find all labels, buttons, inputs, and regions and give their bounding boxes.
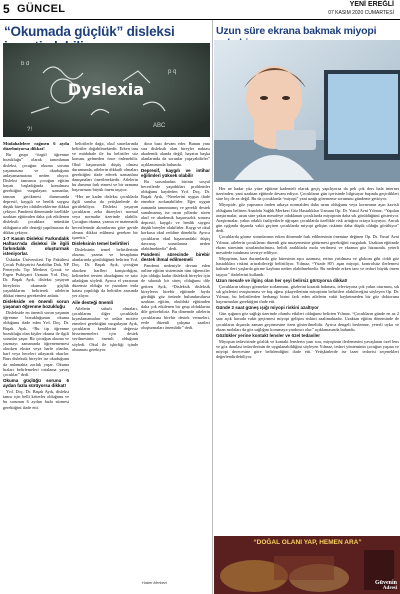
paragraph: Her ne kadar yüz yüze eğitime kademeli olarak geçiş yapılıyorsa da pek çok ders hala internet üzerinden, yani uzaktan eğitimle devam ediyor. Çocukların gün içerisinde bilgisayar başında geçirdikleri süre hiç de az değil. Bu da çocuklarda “miyopi” yani uzağı görememe sorununu gündeme getiriyor. xyxy=(216,186,399,202)
subheading: Uzun mesafe ve ilginç olan her şeyi belirsiz görüyorsa dikkat! xyxy=(216,277,348,283)
chalkboard-illustration xyxy=(3,43,210,137)
ad-brand-line1: Güvenin xyxy=(374,580,397,586)
lead-paragraph: Müdahalelere rağmen 6 ayda düzelmiyorsa dikkat! xyxy=(3,141,69,152)
article-column-3 xyxy=(141,141,210,581)
subheading: 1-7 Kasım Disleksi Farkındalık Haftası’nda disleksi ile ilgili farkındalık oluşturmak isteniyorlar. xyxy=(3,235,69,256)
advertisement xyxy=(214,536,400,594)
paragraph: Miyopun tedavisinde gözlük ve kontakt lenslerin yanı sıra, miyopinin ilerlemesini yavaşlatan özel lens ve göz damlası tedavilerinin de uygulanabildiğini söyleyen Yılmaz, tedavi yönteminin çocuğun yaşına ve miyopi derecesine göre belirlendiğini ifade etti. Yetişkinlerde ise lazer tedavisi seçenekleri değerlendirilebiliyor. xyxy=(216,338,399,360)
subheading: Aile desteği önemli xyxy=(72,299,114,305)
paragraph: Dislekside en önemli sorun yaşanan öğrenme bozukluğunun okuma olduğunu ifade eden Yrd. Doç. Dr. Başak Ayık, “Bu tip öğrenme bozukluğu olan kişiler okuma ile ilgili sorunlar yaşar. Bir çocuğun okuma ve yazmayı zamanında öğrenememesi okurken ekstra veya harfe olanlar, harf veya heceleri atlayarak okurlar. Bazı disleksik bireyler ise okuduğunu da anlamakta zorluk yaşar. Okuma hızları belirlemeleri ortalama yavaş çocuklar” dedi. xyxy=(3,310,69,377)
paragraph: Miyopide, göz yapısının önden arkaya normalden daha uzun olduğunu veya korneanın aşırı kavisli olduğunu belirten Anadolu Sağlık Merkezi Göz Hastalıkları Uzmanı Op. Dr. Yusuf Avni Yılmaz, “Yapılan araştırmalar, uzun süre yakın mesafeye odaklanan çocuklarda miyopinin daha sık görüldüğünü gösteriyor. Araştırmalar, yakın odaklı faaliyetlerle uğraşan çocuklarda özellikle risk arttığını ortaya koyuyor. Ancak gün ışığında dışarıda vakit geçiren çocuklarda miyopi gelişim riskinin daha düşük olduğu görülüyor” dedi. xyxy=(216,202,399,234)
ad-slogan: “DOĞAL OLANI YAP, HEMEN ARA” xyxy=(253,539,362,546)
dyslexia-body xyxy=(3,141,211,581)
paragraph: Gün ışığının göz sağlığı üzerinde olumlu etkileri olduğunu belirten Yılmaz, “Çocukların günde en az 2 saat açık havada vakit geçirmesi miyopi gelişim riskini azaltmaktadır. Uzaktan eğitim döneminde de çocukların dışarıda zaman geçirmesine özen gösterilmelidir. Ayrıca dengeli beslenme, yeterli uyku ve ekran molaları da göz sağlığını korumaya yardımcı olur” açıklamasında bulundu. xyxy=(216,311,399,332)
myopia-body xyxy=(216,186,399,534)
myopia-headline: Uzun süre ekrana bakmak miyopi xyxy=(216,25,377,37)
subheading: Dislekside en önemli sorun yaşanan öğrenme bozukluğu xyxy=(3,299,69,310)
subheading: Okuma güçlüğü sorunu 6 aydan fazla sürüyorsa dikkat! xyxy=(3,378,69,389)
newspaper-name: YENİ EREĞLİ xyxy=(349,1,394,8)
svg-text:?!: ?! xyxy=(27,127,33,133)
paragraph: Ailelerin sabırlı olmaları, çocuklarını diğer çocuklarla kıyaslamamaları ve onları motive etmeleri gerektiğini vurgulayan Ayık, çocukların kendilerini değersiz hissetmemeleri için destek verilmesinin önemli olduğunu söyledi. Okul ile işbirliği içinde olunması gerekiyor. xyxy=(72,305,138,352)
svg-text:b d: b d xyxy=(21,61,30,67)
myopia-photo xyxy=(214,40,400,182)
paragraph: Üsküdar Üniversitesi Tip Fakültesi Çocuk Psikiyatrisi Anabilim Dalı, NP Feneryolu Tıp Merkezi Çocuk ve Ergen Psikiyatri Uzmanı Yrd. Doç. Dr. Başak Ayık, disleksi yaşayan bireylerin okumada güçlük yaşadıklarını belirterek ailelerin dikkat etmesi gerekenleri anlattı. xyxy=(3,256,69,298)
paragraph: Bu sorunlardan birinin sosyal becerilerde yaşadıkları problemler olduğunu kaydeden Yrd. Doç. Dr. Başak Ayık, “Nerelerini uygun ifade etmekte zorlanabilirler. Eğer uygun zamanda tanınmamış ve gerekli destek sunulmamış ise uzun yıllardır süren okul ve akademik başarısızlık sonrası depresif, kaygılı ve benlik saygısı düşük bireyler olabilirler. Kaygı ve okul korkusu okul reddine dönebilir. Ayrıca çocukların okul başarısındaki düşüş davranış sorunlarına neden olabilmektedir” dedi. xyxy=(141,178,210,251)
ad-brand-line2: Adresi xyxy=(382,586,397,591)
paragraph: Disleksinin temel belirtilerinin okuma, yazma ve hesaplama alanlarında görüldüğünü belirten Yrd. Doç. Dr. Başak Ayık, çocuğun okurken harfleri karıştırdığını, kelimeleri tersten okuduğunu ve satır atladığını söyledi. Ayrıca el yazısının düzensiz olduğu ve yazarken imla hatası yapıldığı da belirtiler arasında yer alıyor. xyxy=(72,246,138,299)
dyslexia-photo xyxy=(3,43,210,137)
subheading: Gözlükler yerine kontakt lensler ve özel tedaviler xyxy=(216,332,321,338)
paragraph: Bir grupt “özgül öğrenme bozukluğu” olarak tanımlanan disleksi, çocuğun okuma sorunu yaşamasına ve okuduğunu anlayamamasına neden oluyor. Disleksi tanısının çocuğun eğitim hayatı başladığında konulması gerektiğini vurgulayan uzmanlar, tanının gecikmesi durumunda depresif, kaygılı ve benlik saygısı düşük bireyler olabileceklerine dikkat çekiyor. Pandemi döneminde özellikle uzaktan eğitimden daha çok etkilenen disleksili çocuklara mümkün olduğunca aile desteği yapılmasına da dikkat çekiyor. xyxy=(3,152,69,235)
subheading: Pandemi sürecinde birebir destek ihmal edilmemeli xyxy=(141,251,210,262)
paragraph: Çocukların tahtayı görmekte zorlanması, gözlerini kısarak bakması, televizyona çok yakın oturması, sık sık gözlerini ovuşturması ve baş ağrısı şikayetlerinin miyopinin belirtileri olabileceğini söyleyen Op. Dr. Yılmaz, bu belirtilerden herhangi birini fark eden ailelerin vakit kaybetmeden bir göz doktoruna başvurmaları gerektiğini ifade etti. xyxy=(216,283,399,305)
dyslexia-headline: “Okumada güçlük” disleksi xyxy=(4,24,175,39)
issue-date: 07 KASIM 2020 CUMARTESİ xyxy=(328,10,394,16)
column-divider xyxy=(212,20,213,594)
photo-word: Dyslexia xyxy=(67,80,145,99)
paragraph: Miyopinin, bazı durumlarda göz küresinin aşırı uzaması, retina yırtılması ve glokom gibi ciddi göz hastalıkları riskini artırabileceği belirtiliyor. Yılmaz, “Yüzde 80’i aşan miyopi, kontrolsüz ilerlemesi halinde ileri yaşlarda görme kaybına neden olabilmektedir. Bu nedenle erken tanı ve tedavi büyük önem taşıyor” ifadelerini kullandı. xyxy=(216,256,399,277)
page-header xyxy=(0,0,400,20)
paragraph: dınır bazı devam eder. Bunun yanı sıra disleksik olan bireyler naktası akademik alanda değil, hayatın başka alanlarında da sorunlar yaşayabilirler” açıklamasında bulundu. xyxy=(141,141,210,167)
ad-brand xyxy=(375,580,397,591)
svg-text:ABC: ABC xyxy=(153,123,166,129)
child-screen-illustration xyxy=(214,40,400,182)
subheading: Disleksinin temel belirtileri xyxy=(72,240,130,246)
paragraph: Çocuklarda görme sorunlarının erken dönemde fark edilmesinin önemine değinen Op. Dr. Yusuf Avni Yılmaz, ailelerin çocuklarını düzenli göz muayenesine götürmesi gerektiğini vurguladı. Uzaktan eğitimde ekran süresinin sınırlandırılması, belirli aralıklarla mola verilmesi ve ekranın göz hizasında, yeterli mesafede tutulması tavsiye ediliyor. xyxy=(216,234,399,255)
article-column-2 xyxy=(72,141,138,581)
dyslexia-article xyxy=(0,20,212,594)
article-column-1 xyxy=(3,141,69,581)
svg-text:p q: p q xyxy=(168,69,177,75)
paragraph: Pandemi nedeniyle devam eden online eğitim sisteminin tüm öğrenciler için olduğu kadar disleksik bireyler için de sıkıntılı bir süreç olduğunu dile getiren Ayık, “Disleksik disleksik bireylerin birebir eğitimde fayda gördüğü göz önünde bulundurulursa uzaktan eğitim, okuldaki eğitimden daha çok etkilenen bir grup olduklarını dile getirebiliriz. Bu dönemde ailelerin çocuklarına birebir destek vermeleri, evde düzenli çalışma saatleri oluşturmaları önemlidir” dedi. xyxy=(141,262,210,330)
subheading: Günde 2 saat güneş ışığı miyopi riskini azaltıyor xyxy=(216,305,319,311)
section-title: GÜNCEL xyxy=(17,3,66,15)
paragraph: “Her ne kadar disleksi çocuklarla ilgili sanılsa da yetişkinlerde de görülebiliyor. Disleksi yaşayan çocukların zeka düzeyleri normal veya normalin üzerinde olabilir. Çocuğun okuma, yazma ve matematik becerilerinde akranlarına göre geride olması dikkat edilmesi gereken bir işarettir.” xyxy=(72,193,138,240)
paragraph: belirtilerle dağıt, okul sınavlarında belirtiler doğabilmektedir. Erken tanı ve müdahale ile bu belirtiler söz konusu gelmeden önce önlenebilir. Okul başarısında düşüş olması durumunda, ailelerin dikkatli olmaları gerektiğini ifade ederek uzmanlara danışmaları önerilmektedir. Ailelerin bu durumu fark etmesi ve bir uzmana başvurması büyük önem taşıyor. xyxy=(72,141,138,193)
subheading: Depresif, kaygılı ve intihar eğilimleri yüksek olabilir xyxy=(141,167,210,178)
author-credit: Haber Merkezi xyxy=(142,581,167,585)
myopia-article xyxy=(214,20,400,594)
page-number: 5 xyxy=(3,2,10,16)
paragraph: Yrd. Doç. Dr. Başak Ayık, disleksi tanısı için belli kriterler olduğunu ve bu sorunun 6 aydan fazla sürmesi gerektiğini ifade etti. xyxy=(3,389,69,410)
